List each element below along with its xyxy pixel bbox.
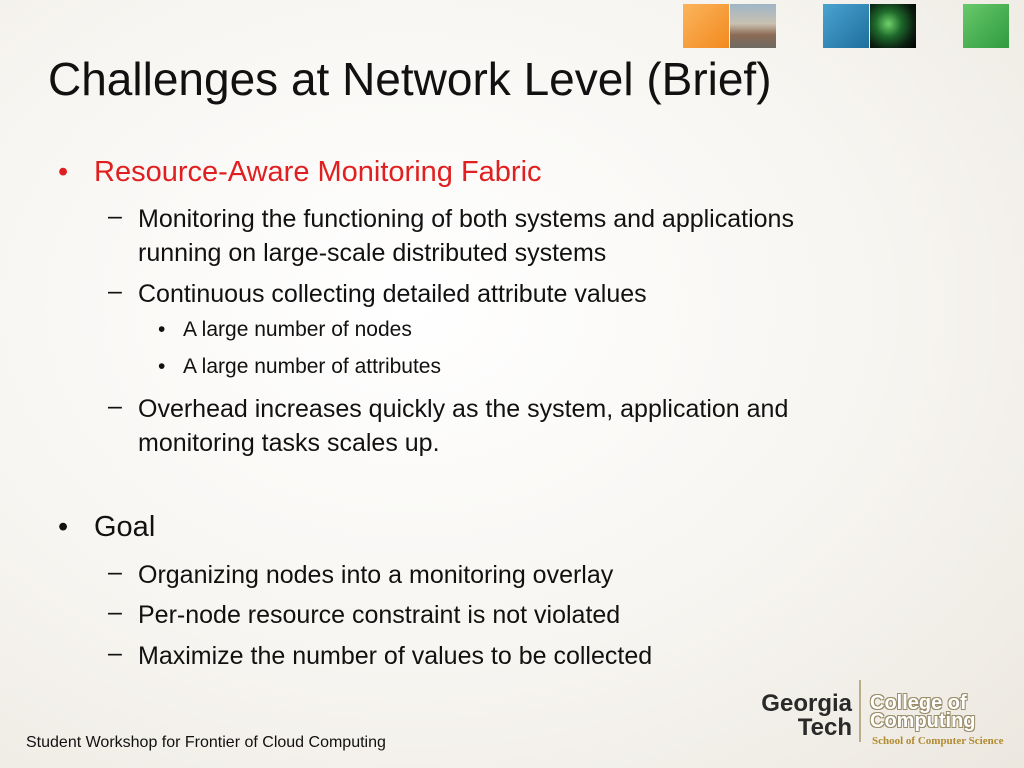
network-graph-thumbnail (870, 4, 916, 48)
logo-tech-text: Tech (797, 714, 852, 741)
slide-footer: Student Workshop for Frontier of Cloud Computing (26, 734, 386, 751)
dash-marker: – (108, 598, 122, 626)
bullet-marker: • (58, 156, 69, 188)
sub-item-text: Overhead increases quickly as the system, application and (138, 395, 789, 423)
logo-divider (859, 680, 861, 742)
logo-college-line1: College of (870, 692, 967, 714)
green-square-decoration (963, 4, 1009, 48)
bullet-marker: • (158, 318, 166, 341)
sub-item-text-continued: running on large-scale distributed systems (138, 239, 607, 267)
sub-item-text: Per-node resource constraint is not violated (138, 601, 621, 629)
dash-marker: – (108, 277, 122, 305)
sub-sub-item-text: A large number of attributes (183, 355, 441, 378)
dash-marker: – (108, 558, 122, 586)
logo-school-text: School of Computer Science (872, 735, 1004, 747)
campus-photo-thumbnail (730, 4, 776, 48)
bullet-heading: Goal (94, 511, 156, 543)
bullet-marker: • (58, 511, 69, 543)
logo-college-line2: Computing (870, 710, 976, 732)
logo-georgia-text: Georgia (761, 690, 852, 717)
georgia-tech-wordmark (760, 692, 852, 740)
bullet-heading: Resource-Aware Monitoring Fabric (94, 156, 542, 188)
sub-item-text: Maximize the number of values to be collected (138, 642, 653, 670)
sub-sub-item-text: A large number of nodes (183, 318, 412, 341)
georgia-tech-logo (760, 680, 1010, 750)
sub-item-text: Organizing nodes into a monitoring overlay (138, 561, 614, 589)
sub-item-text-continued: monitoring tasks scales up. (138, 429, 440, 457)
sub-item-text: Continuous collecting detailed attribute values (138, 280, 647, 308)
college-of-computing-wordmark (870, 694, 976, 730)
dash-marker: – (108, 639, 122, 667)
blue-square-decoration (823, 4, 869, 48)
sub-item-text: Monitoring the functioning of both systems and applications (138, 205, 794, 233)
bullet-marker: • (158, 355, 166, 378)
dash-marker: – (108, 202, 122, 230)
header-image-strip (683, 2, 1013, 48)
slide-title: Challenges at Network Level (Brief) (48, 53, 772, 105)
dash-marker: – (108, 392, 122, 420)
orange-square-decoration (683, 4, 729, 48)
